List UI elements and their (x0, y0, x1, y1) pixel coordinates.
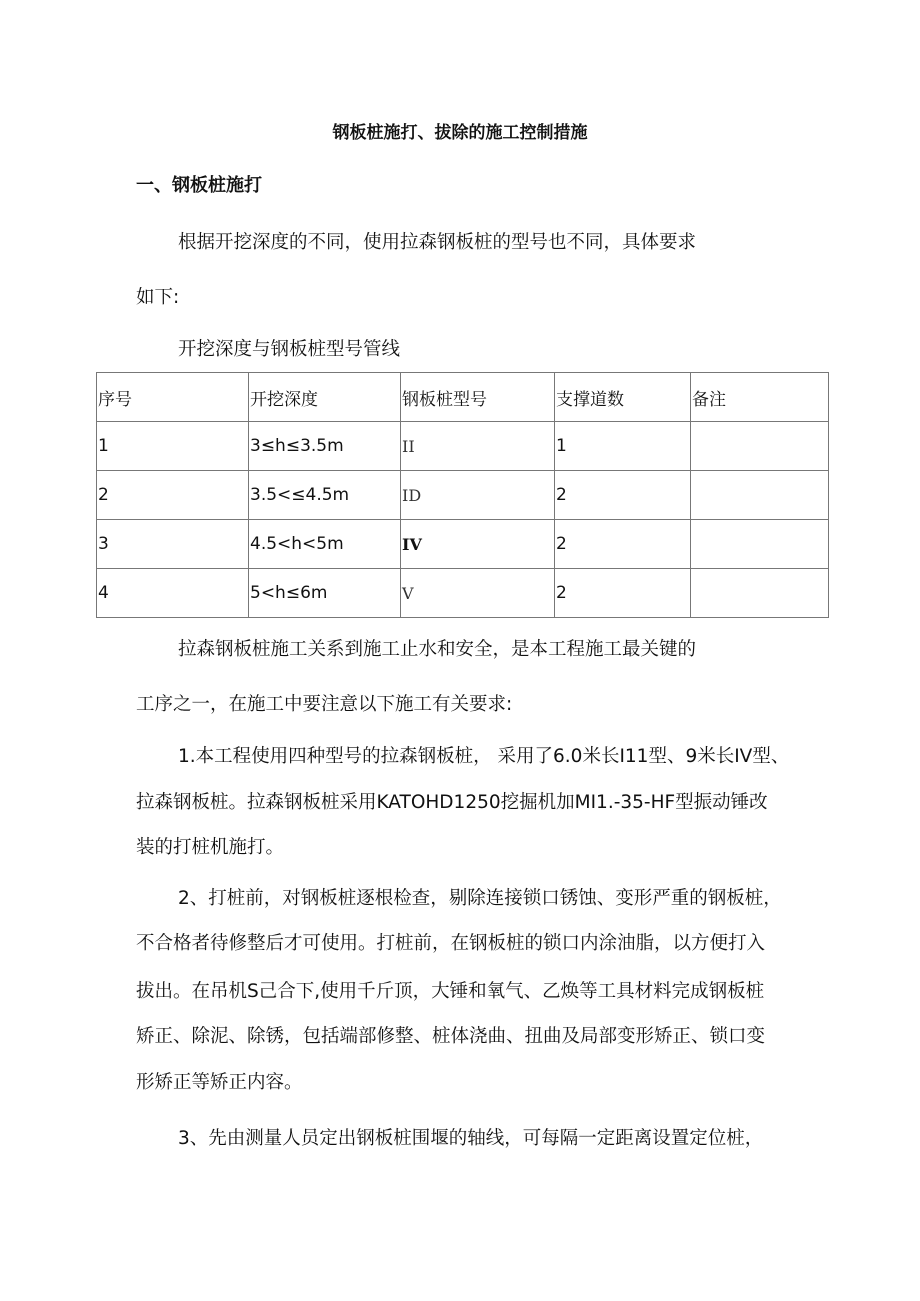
cell (691, 520, 829, 569)
pile-type-table (96, 372, 829, 618)
cell: 1 (97, 422, 249, 471)
header-cell: 备注 (691, 373, 829, 422)
cell (691, 422, 829, 471)
cell: ID (401, 471, 555, 520)
document-title: 钢板桩施打、拔除的施工控制措施 (332, 123, 588, 143)
paragraph-line: 矫正、除泥、除锈，包括端部修整、桩体浇曲、扭曲及局部变形矫正、锁口变 (136, 1026, 766, 1047)
cell (691, 569, 829, 618)
table-caption: 开挖深度与钢板桩型号管线 (178, 339, 401, 360)
paragraph-line: 1.本工程使用四种型号的拉森钢板桩， 采用了6.0米长I11型、9米长IV型、 (178, 746, 790, 767)
paragraph-line: 形矫正等矫正内容。 (136, 1072, 303, 1093)
section-heading: 一、钢板桩施打 (136, 175, 262, 196)
cell: 3.5<≤4.5m (249, 471, 401, 520)
paragraph-line: 拔出。在吊机S己合下,使用千斤顶，大锤和氧气、乙焕等工具材料完成钢板桩 (136, 981, 765, 1002)
paragraph-line: 不合格者待修整后才可使用。打桩前，在钢板桩的锁口内涂油脂，以方便打入 (136, 933, 766, 954)
cell: 2 (555, 569, 691, 618)
cell: 2 (555, 471, 691, 520)
table-header-row (97, 373, 829, 422)
cell: V (401, 569, 555, 618)
table-row (97, 471, 829, 520)
cell: IV (401, 520, 555, 569)
cell: 5<h≤6m (249, 569, 401, 618)
cell: 1 (555, 422, 691, 471)
table-row (97, 569, 829, 618)
paragraph-line: 3、先由测量人员定出钢板桩围堰的轴线，可每隔一定距离设置定位桩， (178, 1128, 764, 1149)
table-row (97, 422, 829, 471)
header-cell: 支撑道数 (555, 373, 691, 422)
cell: 3≤h≤3.5m (249, 422, 401, 471)
cell: 2 (555, 520, 691, 569)
intro-line: 根据开挖深度的不同，使用拉森钢板桩的型号也不同，具体要求 (178, 232, 697, 253)
cell: II (401, 422, 555, 471)
header-cell: 序号 (97, 373, 249, 422)
table-row (97, 520, 829, 569)
cell (691, 471, 829, 520)
header-cell: 钢板桩型号 (401, 373, 555, 422)
cell: 3 (97, 520, 249, 569)
cell: 4.5<h<5m (249, 520, 401, 569)
paragraph-line: 2、打桩前，对钢板桩逐根检查，剔除连接锁口锈蚀、变形严重的钢板桩， (178, 888, 782, 909)
cell: 4 (97, 569, 249, 618)
paragraph-line: 工序之一，在施工中要注意以下施工有关要求: (136, 694, 513, 715)
cell: 2 (97, 471, 249, 520)
intro-line: 如下: (136, 287, 180, 308)
paragraph-line: 装的打桩机施打。 (136, 837, 285, 858)
paragraph-line: 拉森钢板桩施工关系到施工止水和安全，是本工程施工最关键的 (178, 639, 697, 660)
paragraph-line: 拉森钢板桩。拉森钢板桩采用KATOHD1250挖掘机加MI1.-35-HF型振动锤改 (136, 792, 768, 813)
header-cell: 开挖深度 (249, 373, 401, 422)
